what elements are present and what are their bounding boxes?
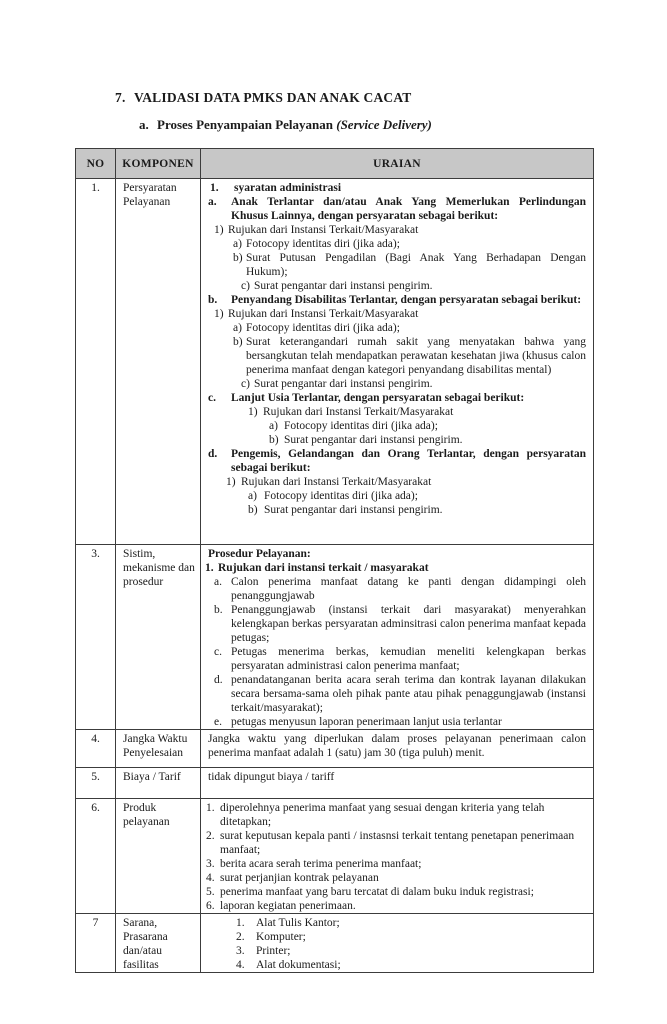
item-text: Surat pengantar dari instansi pengirim. (264, 504, 443, 516)
item-marker: a. (208, 196, 217, 208)
item-text: Printer; (256, 945, 291, 957)
item-text: Rujukan dari Instansi Terkait/Masyarakat (228, 224, 419, 236)
list-item (214, 307, 586, 321)
item-text: petugas menyusun laporan penerimaan lanjut usia terlantar (231, 716, 502, 728)
row-number-cell: 6. (76, 799, 116, 914)
item-text: Fotocopy identitas diri (jika ada); (246, 238, 400, 250)
item-text: syaratan administrasi (234, 182, 342, 194)
komponen-cell: Biaya / Tarif (116, 768, 201, 799)
item-marker: c) (241, 280, 250, 292)
uraian-cell (201, 799, 594, 914)
item-marker: d. (208, 448, 218, 460)
item-text: Jangka waktu yang diperlukan dalam proses pelayanan penerimaan calon penerima manfaat adalah 1 (satu) jam 30 (tiga puluh) menit. (208, 733, 586, 759)
list-item (208, 732, 586, 760)
list-item (236, 958, 586, 972)
item-marker: b) (269, 434, 279, 446)
item-text: Surat Putusan Pengadilan (Bagi Anak Yang Berhadapan Dengan Hukum); (246, 252, 586, 278)
item-text: Lanjut Usia Terlantar, dengan persyaratan sebagai berikut: (231, 392, 525, 404)
list-item (206, 899, 586, 913)
item-text: penerima manfaat yang baru tercatat di dalam buku induk registrasi; (220, 886, 534, 898)
item-text: Surat keterangandari rumah sakit yang menyatakan bahwa yang bersangkutan telah mendapatkan perawatan kesehatan jiwa (khusus calon penerima manfaat dengan kategori penyandang disabilitas mental) (246, 336, 586, 376)
list-item (206, 871, 586, 885)
table-row (76, 799, 594, 914)
item-marker: a) (233, 238, 242, 250)
item-marker: 3. (206, 858, 215, 870)
uraian-cell (201, 179, 594, 545)
table-row (76, 545, 594, 730)
table-body (76, 179, 594, 973)
komponen-cell: Produk pelayanan (116, 799, 201, 914)
item-text: tidak dipungut biaya / tariff (208, 771, 335, 783)
item-text: Surat pengantar dari instansi pengirim. (284, 434, 463, 446)
list-item (226, 475, 586, 489)
item-text: Penyandang Disabilitas Terlantar, dengan persyaratan sebagai berikut: (231, 294, 582, 306)
list-item (208, 195, 586, 223)
table-row (76, 768, 594, 799)
list-item (206, 885, 586, 899)
list-item (269, 433, 586, 447)
item-marker: 1) (226, 476, 236, 488)
item-text: Fotocopy identitas diri (jika ada); (246, 322, 400, 334)
item-marker: 1) (214, 224, 224, 236)
item-marker: c. (208, 392, 216, 404)
item-text: Pengemis, Gelandangan dan Orang Terlantar, dengan persyaratan sebagai berikut: (231, 448, 586, 474)
uraian-cell (201, 730, 594, 768)
item-text: Surat pengantar dari instansi pengirim. (254, 378, 433, 390)
item-marker: b) (233, 336, 243, 348)
table-row (76, 730, 594, 768)
komponen-cell: Persyaratan Pelayanan (116, 179, 201, 545)
list-item (233, 237, 586, 251)
item-marker: 1. (210, 182, 219, 194)
list-item (248, 489, 586, 503)
list-item (208, 391, 586, 405)
item-marker: 2. (206, 830, 215, 842)
item-text: Rujukan dari Instansi Terkait/Masyarakat (228, 308, 419, 320)
row-number-cell: 5. (76, 768, 116, 799)
list-item (236, 930, 586, 944)
item-text: berita acara serah terima penerima manfaat; (220, 858, 422, 870)
item-text: surat perjanjian kontrak pelayanan (220, 872, 379, 884)
item-marker: b. (208, 294, 218, 306)
list-item (208, 447, 586, 475)
subsection-title (157, 117, 432, 133)
list-item (269, 419, 586, 433)
item-marker: 1) (248, 406, 258, 418)
uraian-cell (201, 768, 594, 799)
list-item (236, 916, 586, 930)
list-item (206, 829, 586, 857)
item-marker: c. (214, 646, 222, 658)
item-text: Rujukan dari Instansi Terkait/Masyarakat (241, 476, 432, 488)
item-text: Prosedur Pelayanan: (208, 548, 311, 560)
item-text: Komputer; (256, 931, 306, 943)
item-text: Alat dokumentasi; (256, 959, 341, 971)
section-number: 7. (115, 90, 126, 105)
item-marker: 1) (214, 308, 224, 320)
item-text: Anak Terlantar dan/atau Anak Yang Memerlukan Perlindungan Khusus Lainnya, dengan persyaratan sebagai berikut: (231, 196, 586, 222)
header-cell-uraian: URAIAN (201, 149, 594, 179)
list-item (248, 503, 586, 517)
item-marker: 6. (206, 900, 215, 912)
item-text: Alat Tulis Kantor; (256, 917, 340, 929)
item-marker: b) (248, 504, 258, 516)
item-marker: c) (241, 378, 250, 390)
item-text: laporan kegiatan penerimaan. (220, 900, 356, 912)
uraian-cell (201, 914, 594, 973)
service-delivery-table (75, 148, 594, 973)
list-item (236, 944, 586, 958)
list-item (248, 405, 586, 419)
item-text: Rujukan dari instansi terkait / masyarakat (218, 562, 429, 574)
item-text: Rujukan dari Instansi Terkait/Masyarakat (263, 406, 454, 418)
subsection-letter: a. (139, 117, 149, 132)
item-marker: 1. (206, 802, 215, 814)
item-text: Penanggungjawab (instansi terkait dari masyarakat) menyerahkan kelengkapan berkas persyaratan adminsitrasi calon penerima manfaat kepada petugas; (231, 604, 586, 644)
list-item (205, 561, 586, 575)
list-item (206, 801, 586, 829)
list-item (208, 293, 586, 307)
list-item (208, 770, 586, 784)
item-marker: a) (233, 322, 242, 334)
list-item (241, 279, 586, 293)
list-item (206, 857, 586, 871)
list-item (214, 673, 586, 715)
list-item (214, 223, 586, 237)
item-marker: 1. (236, 917, 245, 929)
item-marker: 1. (205, 562, 214, 574)
uraian-cell (201, 545, 594, 730)
item-marker: d. (214, 674, 223, 686)
list-item (214, 645, 586, 673)
table-row (76, 914, 594, 973)
item-text: Surat pengantar dari instansi pengirim. (254, 280, 433, 292)
item-text: Petugas menerima berkas, kemudian meneliti kelengkapan berkas persyaratan administrasi calon penerima manfaat; (231, 646, 586, 672)
subsection-title-text: Proses Penyampaian Pelayanan (157, 117, 337, 132)
list-item (208, 547, 586, 561)
item-text: surat keputusan kepala panti / instasnsi terkait tentang penetapan penerimaan manfaat; (220, 830, 575, 856)
item-marker: e. (214, 716, 222, 728)
row-number-cell: 3. (76, 545, 116, 730)
item-text: diperolehnya penerima manfaat yang sesuai dengan kriteria yang telah ditetapkan; (220, 802, 545, 828)
item-marker: a) (248, 490, 257, 502)
item-marker: 5. (206, 886, 215, 898)
item-text: Fotocopy identitas diri (jika ada); (284, 420, 438, 432)
item-text: penandatanganan berita acara serah terima dan kontrak layanan dilakukan secara bersama-sama oleh pihak pante atau pihak penaggungjawab (instansi terkait/masyarakat); (231, 674, 586, 714)
table-header-row (76, 149, 594, 179)
row-number-cell: 4. (76, 730, 116, 768)
header-cell-komponen: KOMPONEN (116, 149, 201, 179)
row-number-cell: 1. (76, 179, 116, 545)
komponen-cell: Jangka Waktu Penyelesaian (116, 730, 201, 768)
item-marker: 3. (236, 945, 245, 957)
list-item (214, 603, 586, 645)
komponen-cell: Sarana, Prasarana dan/atau fasilitas (116, 914, 201, 973)
item-marker: 2. (236, 931, 245, 943)
subsection-heading (139, 117, 432, 133)
list-item (233, 251, 586, 279)
item-marker: 4. (206, 872, 215, 884)
row-number-cell: 7 (76, 914, 116, 973)
section-heading (115, 90, 412, 106)
table-row (76, 179, 594, 545)
list-item (241, 377, 586, 391)
item-text: Fotocopy identitas diri (jika ada); (264, 490, 418, 502)
list-item (233, 321, 586, 335)
item-text: Calon penerima manfaat datang ke panti dengan didampingi oleh penanggungjawab (231, 576, 586, 602)
item-marker: b. (214, 604, 223, 616)
item-marker: 4. (236, 959, 245, 971)
section-title: VALIDASI DATA PMKS DAN ANAK CACAT (134, 90, 412, 105)
komponen-cell: Sistim, mekanisme dan prosedur (116, 545, 201, 730)
list-item (214, 575, 586, 603)
header-cell-no: NO (76, 149, 116, 179)
list-item (233, 335, 586, 377)
subsection-title-italic: (Service Delivery) (336, 117, 432, 132)
list-item (210, 181, 586, 195)
list-item (214, 715, 586, 729)
item-marker: b) (233, 252, 243, 264)
item-marker: a) (269, 420, 278, 432)
item-marker: a. (214, 576, 222, 588)
